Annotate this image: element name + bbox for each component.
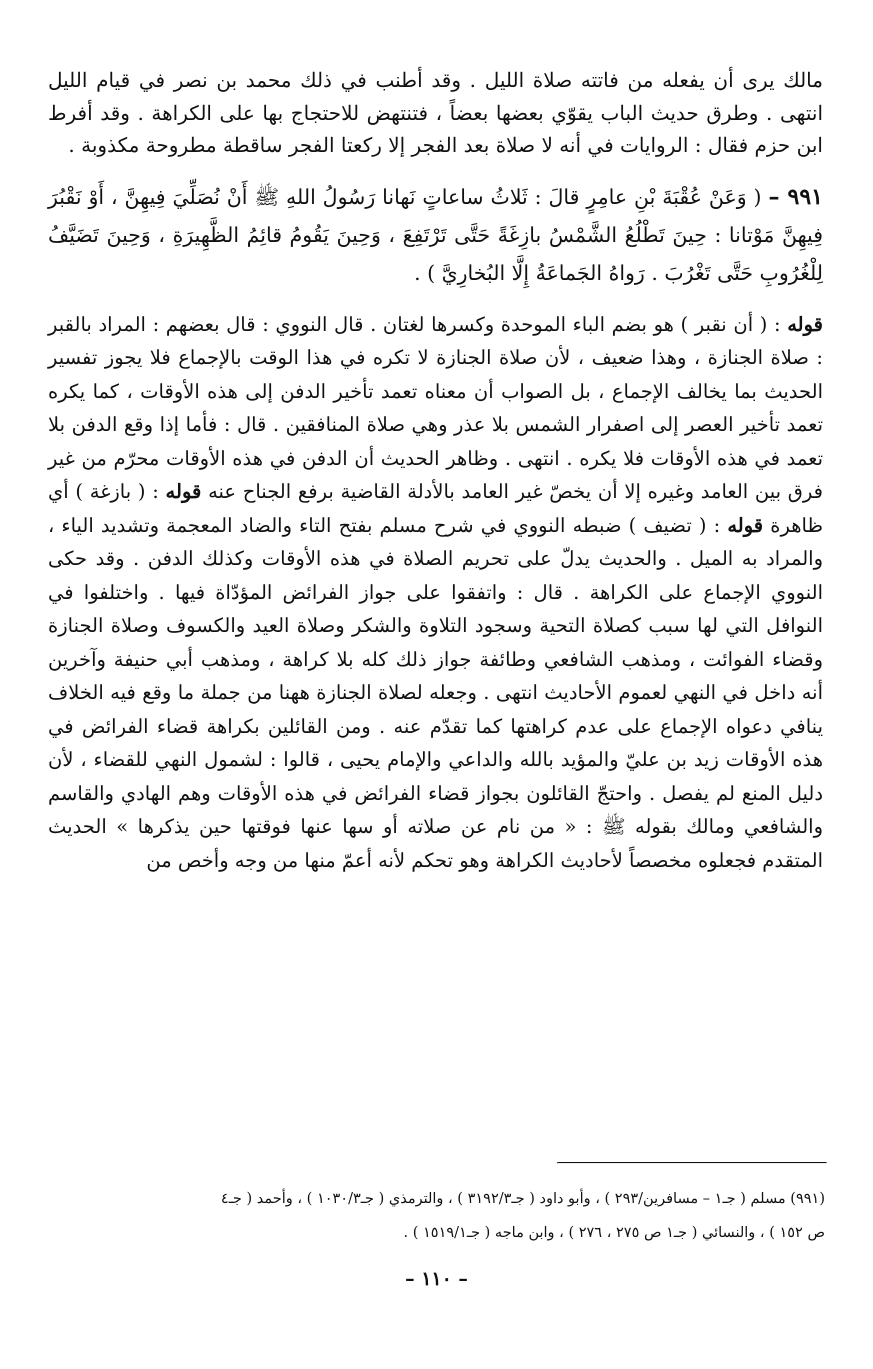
footnotes	[50, 1182, 825, 1250]
commentary-part-2: : ( بازغة ) أي ظاهرة	[48, 480, 823, 537]
commentary-part-3: : ( تضيف ) ضبطه النووي في شرح مسلم بفتح التاء والضاد المعجمة وتشديد الياء ، والمراد به الميل . والحديث يدلّ على تحريم الصلاة في هذه الأوقات وكذلك الدفن . وقد حكى النووي الإجماع على الكراهة . قال : واتفقوا على جواز الفرائض المؤدّاة فيها . واختلفوا في النوافل التي لها سبب كصلاة التحية وسجود التلاوة والشكر وصلاة العيد والكسوف وصلاة الجنازة وقضاء الفوائت ، ومذهب الشافعي وطائفة جواز ذلك كله بلا كراهة ، ومذهب أبي حنيفة وآخرين أنه داخل في النهي لعموم الأحاديث انتهى . وجعله لصلاة الجنازة ههنا من جملة ما وقع فيه الخلاف ينافي دعواه الإجماع على عدم كراهتها كما تقدّم عنه . ومن القائلين بكراهة قضاء الفرائض في هذه الأوقات زيد بن عليّ والمؤيد بالله والداعي والإمام يحيى ، قالوا : لشمول النهي للقضاء ، لأن دليل المنع لم يفصل . واحتجّ القائلون بجواز قضاء الفرائض في هذه الأوقات وهم الهادي والقاسم والشافعي ومالك بقوله ﷺ : « من نام عن صلاته أو سها عنها فوقتها حين يذكرها » الحديث المتقدم فجعلوه مخصصاً لأحاديث الكراهة وهو تحكم لأنه أعمّ منها من وجه وأخص من	[48, 513, 823, 872]
commentary-keyword: قوله	[787, 312, 823, 336]
commentary-keyword-2: قوله	[165, 480, 202, 503]
hadith-number: ٩٩١ –	[768, 183, 823, 210]
commentary-keyword-3: قوله	[727, 513, 764, 537]
intro-text: مالك يرى أن يفعله من فاتته صلاة الليل . وقد أطنب في ذلك محمد بن نصر في قيام الليل انتهى . وطرق حديث الباب يقوّي بعضها بعضاً ، فتنتهض للاحتجاج بها على الكراهة . وقد أفرط ابن حزم فقال : الروايات في أنه لا صلاة بعد الفجر إلا ركعتا الفجر ساقطة مطروحة مكذوبة .	[48, 68, 823, 157]
footnote-divider	[557, 1162, 827, 1164]
intro-paragraph	[48, 64, 823, 162]
commentary-part-1: : ( أن نقبر ) هو بضم الباء الموحدة وكسرها لغتان . قال النووي : قال بعضهم : المراد بالقبر : صلاة الجنازة ، وهذا ضعيف ، لأن صلاة الجنازة لا تكره في هذا الوقت بالإجماع فلا يجوز تفسير الحديث بما يخالف الإجماع ، بل الصواب أن معناه تعمد تأخير الدفن إلى هذه الأوقات ، كما يكره تعمد تأخير العصر إلى اصفرار الشمس بلا عذر وهي صلاة المنافقين . قال : فأما إذا وقع الدفن بلا تعمد في هذه الأوقات فلا يكره . انتهى . وظاهر الحديث أن الدفن في هذه الأوقات محرّم من غير فرق بين العامد وغيره إلا أن يخصّ غير العامد بالأدلة القاضية برفع الجناح عنه	[48, 312, 824, 503]
commentary-paragraph	[48, 308, 823, 878]
page-number: – ١١٠ –	[405, 1268, 468, 1290]
hadith-text: ( وَعَنْ عُقْبَةَ بْنِ عامِرٍ قالَ : ثَلاثُ ساعاتٍ نَهانا رَسُولُ اللهِ ﷺ أَنْ نُصَلِّيَ فِيهِنَّ ، أَوْ نَقْبُرَ فِيهِنَّ مَوْتانا : حِينَ تَطْلُعُ الشَّمْسُ بازِغَةً حَتَّى تَرْتَفِعَ ، وَحِينَ يَقُومُ قائِمُ الظَّهِيرَةِ ، وَحِينَ تَضَيَّفُ لِلْغُرُوبِ حَتَّى تَغْرُبَ . رَواهُ الجَماعَةُ إِلَّا البُخارِيَّ ) .	[48, 184, 823, 285]
footnote-line-1: (٩٩١) مسلم ( جـ١ – مسافرين/٢٩٣ ) ، وأبو داود ( جـ٣١٩٢/٣ ) ، والترمذي ( جـ١٠٣٠/٣ ) ، وأحمد ( جـ٤	[220, 1191, 825, 1207]
hadith-991	[48, 178, 823, 292]
footnote-line-2: ص ١٥٢ ) ، والنسائي ( جـ١ ص ٢٧٥ ، ٢٧٦ ) ، وابن ماجه ( جـ١٥١٩/١ ) .	[403, 1225, 825, 1241]
